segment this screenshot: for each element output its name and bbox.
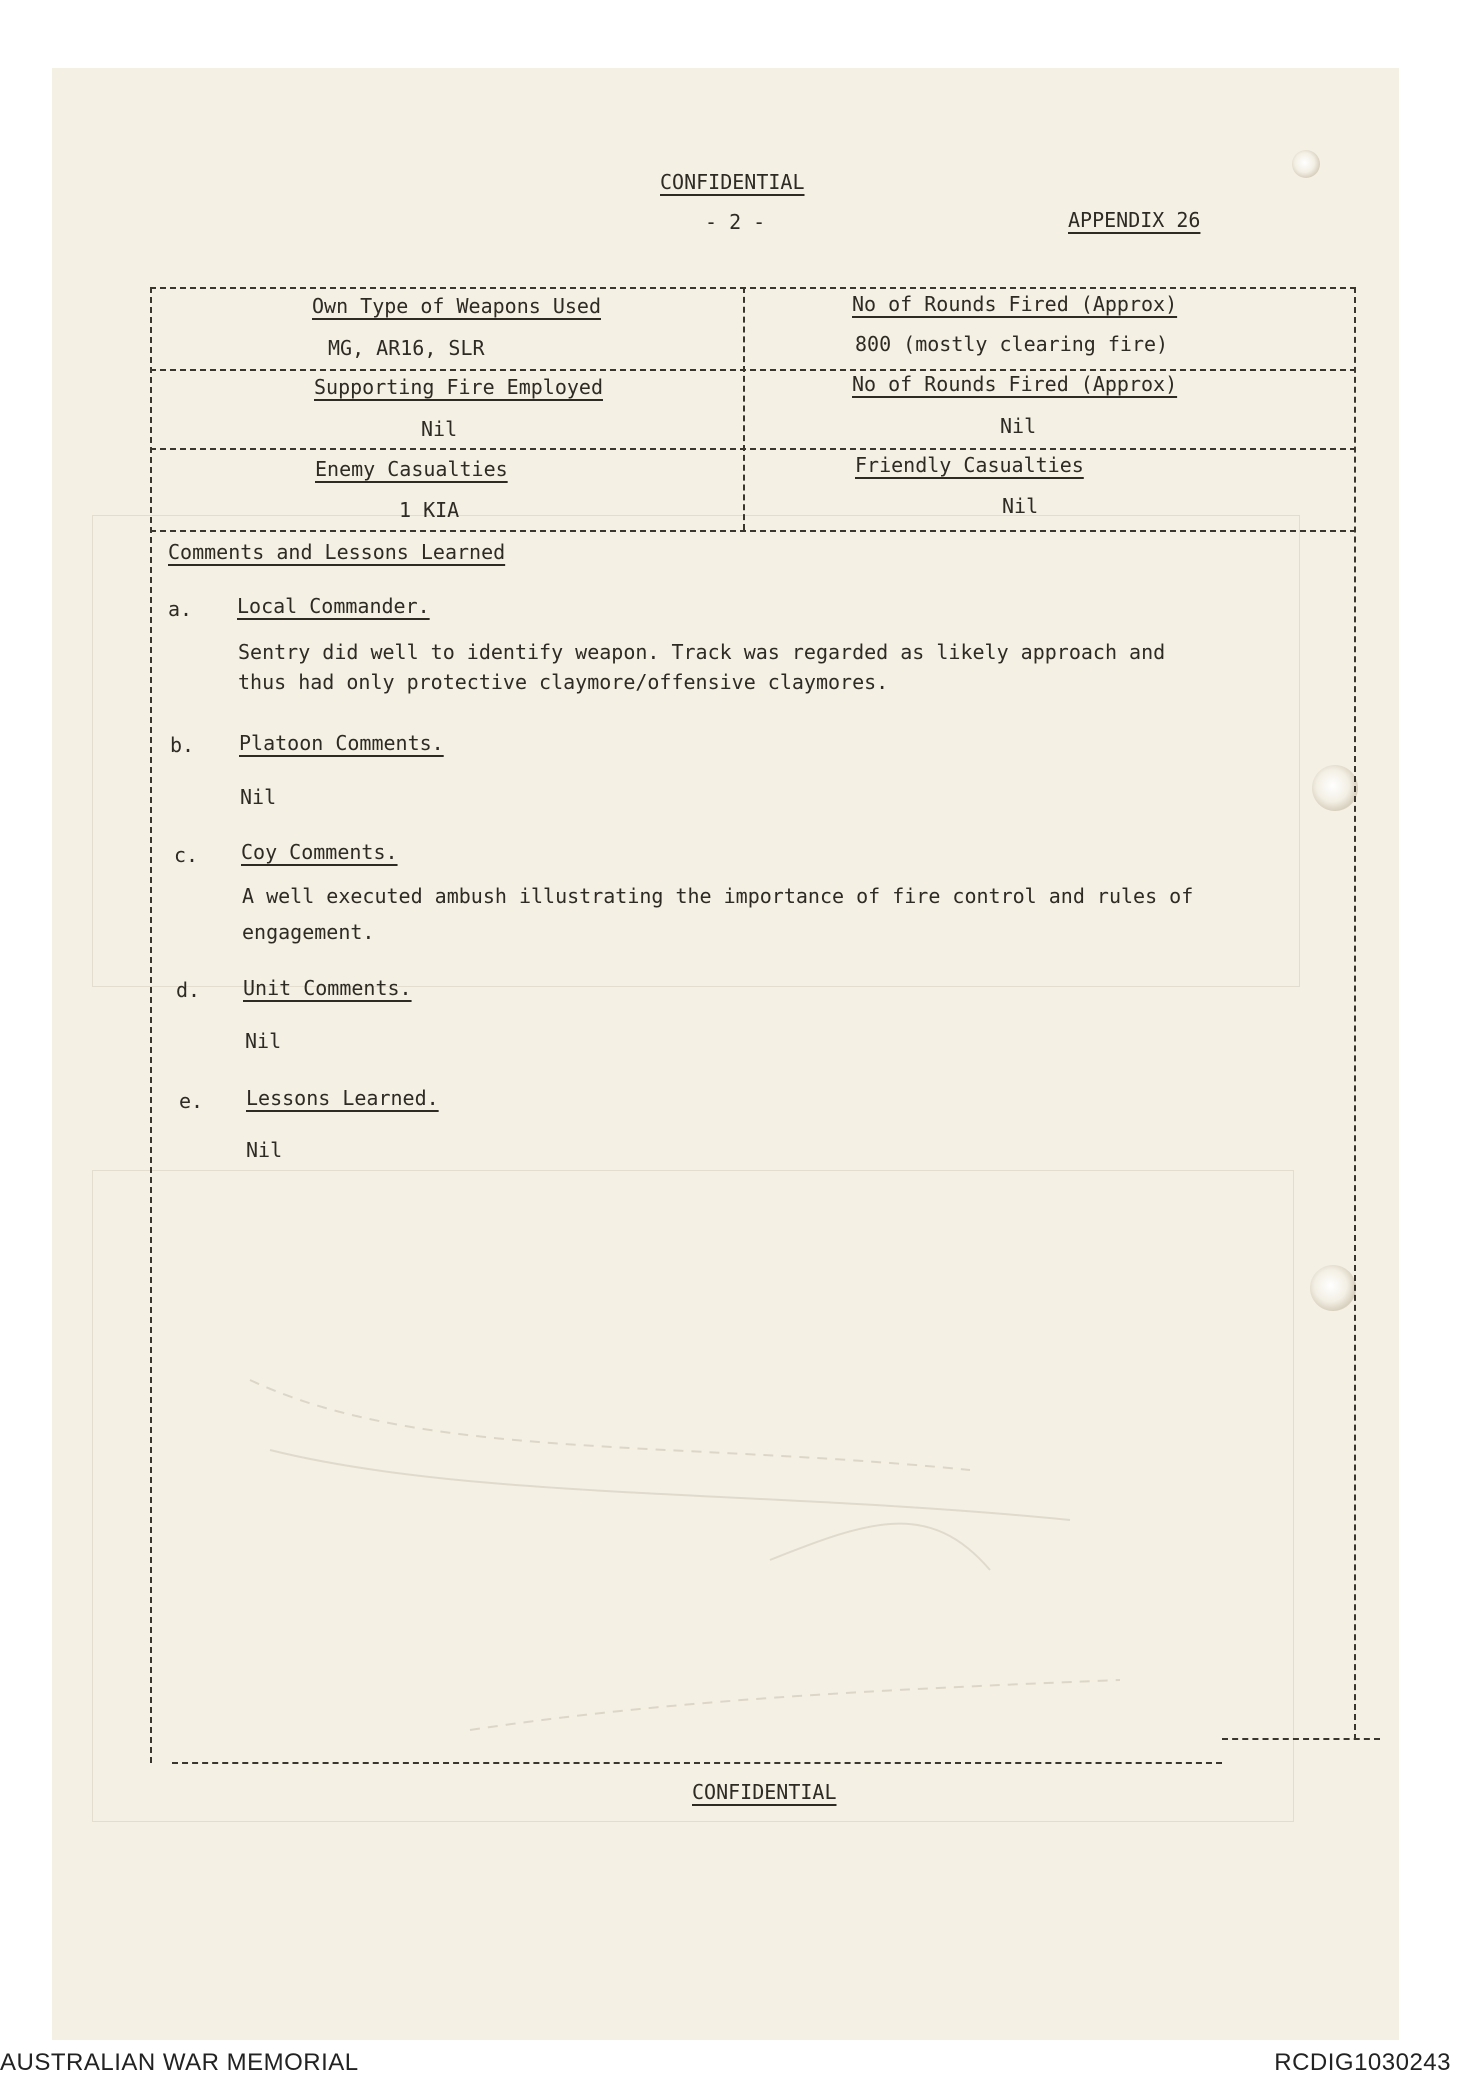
item-a-letter: a.	[168, 597, 193, 621]
comments-heading: Comments and Lessons Learned	[168, 540, 506, 564]
table-column-divider	[743, 287, 745, 530]
archive-record-id: RCDIG1030243	[1274, 2049, 1451, 2076]
item-d-letter: d.	[176, 978, 201, 1002]
item-b-title: Platoon Comments.	[239, 731, 444, 755]
item-b-letter: b.	[170, 733, 195, 757]
punch-hole-top	[1292, 150, 1320, 178]
rounds-fired-value-1: 800 (mostly clearing fire)	[855, 332, 1169, 356]
item-a-line-2: thus had only protective claymore/offensive claymores.	[238, 670, 889, 694]
supporting-fire-label: Supporting Fire Employed	[314, 375, 603, 399]
punch-hole-middle	[1312, 765, 1358, 811]
item-e-line-1: Nil	[246, 1138, 283, 1162]
bleed-through-sketch	[170, 1260, 1270, 1740]
own-weapons-value: MG, AR16, SLR	[328, 336, 485, 360]
item-c-letter: c.	[174, 843, 199, 867]
item-c-line-2: engagement.	[242, 920, 375, 944]
item-b-line-1: Nil	[240, 785, 277, 809]
own-weapons-label: Own Type of Weapons Used	[312, 294, 601, 318]
item-a-title: Local Commander.	[237, 594, 430, 618]
classification-top: CONFIDENTIAL	[660, 170, 805, 194]
table-row-divider-3	[150, 530, 1356, 532]
item-d-line-1: Nil	[245, 1029, 282, 1053]
box-bottom-border	[172, 1762, 1222, 1764]
archive-name: AUSTRALIAN WAR MEMORIAL	[0, 2049, 359, 2076]
table-row-divider-1	[150, 369, 1356, 371]
friendly-casualties-label: Friendly Casualties	[855, 453, 1084, 477]
item-a-line-1: Sentry did well to identify weapon. Track was regarded as likely approach and	[238, 640, 1166, 664]
rounds-fired-value-2: Nil	[1000, 414, 1037, 438]
item-c-line-1: A well executed ambush illustrating the importance of fire control and rules of	[242, 884, 1194, 908]
item-e-letter: e.	[179, 1089, 204, 1113]
item-d-title: Unit Comments.	[243, 976, 412, 1000]
table-top-border	[150, 287, 1356, 289]
rounds-fired-label-1: No of Rounds Fired (Approx)	[852, 292, 1178, 316]
page-number: - 2 -	[705, 210, 766, 234]
enemy-casualties-value: 1 KIA	[399, 498, 460, 522]
appendix-label: APPENDIX 26	[1068, 208, 1201, 232]
box-left-border	[150, 287, 152, 1763]
item-c-title: Coy Comments.	[241, 840, 398, 864]
table-row-divider-2	[150, 448, 1356, 450]
box-right-border	[1354, 287, 1356, 1740]
friendly-casualties-value: Nil	[1002, 494, 1039, 518]
box-bottom-border-right	[1222, 1738, 1380, 1740]
rounds-fired-label-2: No of Rounds Fired (Approx)	[852, 372, 1178, 396]
classification-bottom: CONFIDENTIAL	[692, 1780, 837, 1804]
enemy-casualties-label: Enemy Casualties	[315, 457, 508, 481]
item-e-title: Lessons Learned.	[246, 1086, 439, 1110]
punch-hole-bottom	[1310, 1265, 1356, 1311]
supporting-fire-value: Nil	[421, 417, 458, 441]
